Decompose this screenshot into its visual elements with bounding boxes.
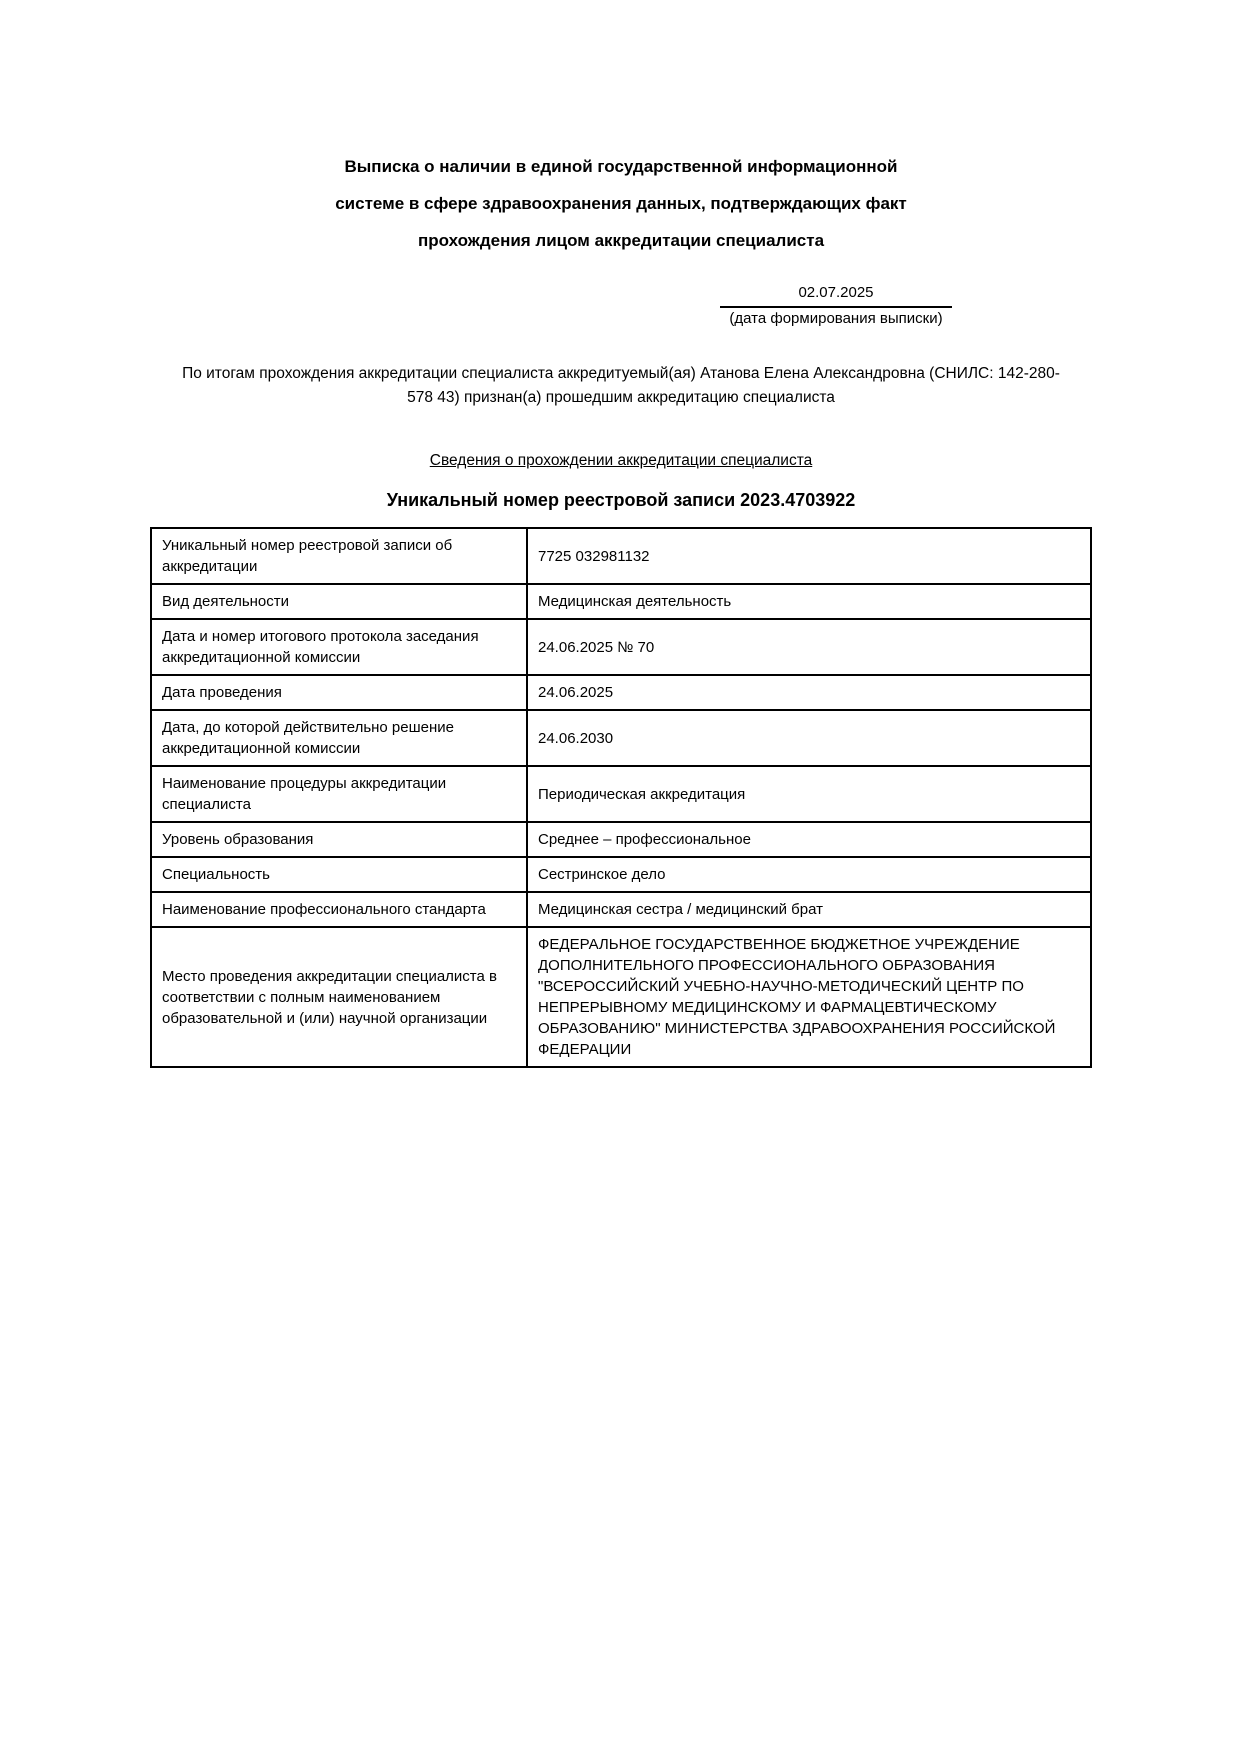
table-row: [151, 584, 1091, 619]
row-value-cell: 24.06.2030: [527, 710, 1091, 766]
table-row: [151, 822, 1091, 857]
formation-date: 02.07.2025: [720, 283, 952, 308]
table-row: [151, 857, 1091, 892]
row-label-cell: Наименование профессионального стандарта: [151, 892, 527, 927]
accreditation-table-body: [151, 528, 1091, 1067]
document-title-line-3: прохождения лицом аккредитации специалиста: [417, 231, 825, 250]
row-value-cell: Периодическая аккредитация: [527, 766, 1091, 822]
row-value-cell: 24.06.2025: [527, 675, 1091, 710]
row-value-cell: 24.06.2025 № 70: [527, 619, 1091, 675]
document-title-line-2: системе в сфере здравоохранения данных, подтверждающих факт: [335, 194, 907, 213]
row-value-cell: 7725 032981132: [527, 528, 1091, 584]
row-value-cell: Сестринское дело: [527, 857, 1091, 892]
document-title: [150, 148, 1092, 259]
row-label-cell: Уровень образования: [151, 822, 527, 857]
table-row: [151, 528, 1091, 584]
row-label-cell: Уникальный номер реестровой записи об аккредитации: [151, 528, 527, 584]
table-row: [151, 927, 1091, 1067]
intro-paragraph: По итогам прохождения аккредитации специалиста аккредитуемый(ая) Атанова Елена Александровна (СНИЛС: 142-280-578 43) признан(а) прошедшим аккредитацию специалиста: [182, 365, 1060, 406]
table-row: [151, 892, 1091, 927]
row-label-cell: Дата проведения: [151, 675, 527, 710]
row-value-cell: Среднее – профессиональное: [527, 822, 1091, 857]
row-label-cell: Дата и номер итогового протокола заседания аккредитационной комиссии: [151, 619, 527, 675]
row-value-cell: Медицинская деятельность: [527, 584, 1091, 619]
table-row: [151, 675, 1091, 710]
formation-date-block: [720, 283, 952, 330]
table-row: [151, 619, 1091, 675]
section-header: Сведения о прохождении аккредитации специалиста: [429, 452, 813, 469]
row-label-cell: Вид деятельности: [151, 584, 527, 619]
row-label-cell: Специальность: [151, 857, 527, 892]
accreditation-table: [150, 527, 1092, 1068]
table-row: [151, 710, 1091, 766]
registry-number-title: Уникальный номер реестровой записи 2023.4703922: [386, 490, 856, 510]
row-value-cell: Медицинская сестра / медицинский брат: [527, 892, 1091, 927]
table-row: [151, 766, 1091, 822]
row-label-cell: Дата, до которой действительно решение аккредитационной комиссии: [151, 710, 527, 766]
formation-date-caption: (дата формирования выписки): [729, 310, 943, 327]
row-value-cell: ФЕДЕРАЛЬНОЕ ГОСУДАРСТВЕННОЕ БЮДЖЕТНОЕ УЧРЕЖДЕНИЕ ДОПОЛНИТЕЛЬНОГО ПРОФЕССИОНАЛЬНОГО ОБРАЗОВАНИЯ "ВСЕРОССИЙСКИЙ УЧЕБНО-НАУЧНО-МЕТОДИЧЕСКИЙ ЦЕНТР ПО НЕПРЕРЫВНОМУ МЕДИЦИНСКОМУ И ФАРМАЦЕВТИЧЕСКОМУ ОБРАЗОВАНИЮ" МИНИСТЕРСТВА ЗДРАВООХРАНЕНИЯ РОССИЙСКОЙ ФЕДЕРАЦИИ: [527, 927, 1091, 1067]
row-label-cell: Наименование процедуры аккредитации специалиста: [151, 766, 527, 822]
row-label-cell: Место проведения аккредитации специалиста в соответствии с полным наименованием образовательной и (или) научной организации: [151, 927, 527, 1067]
document-title-line-1: Выписка о наличии в единой государственной информационной: [344, 157, 898, 176]
